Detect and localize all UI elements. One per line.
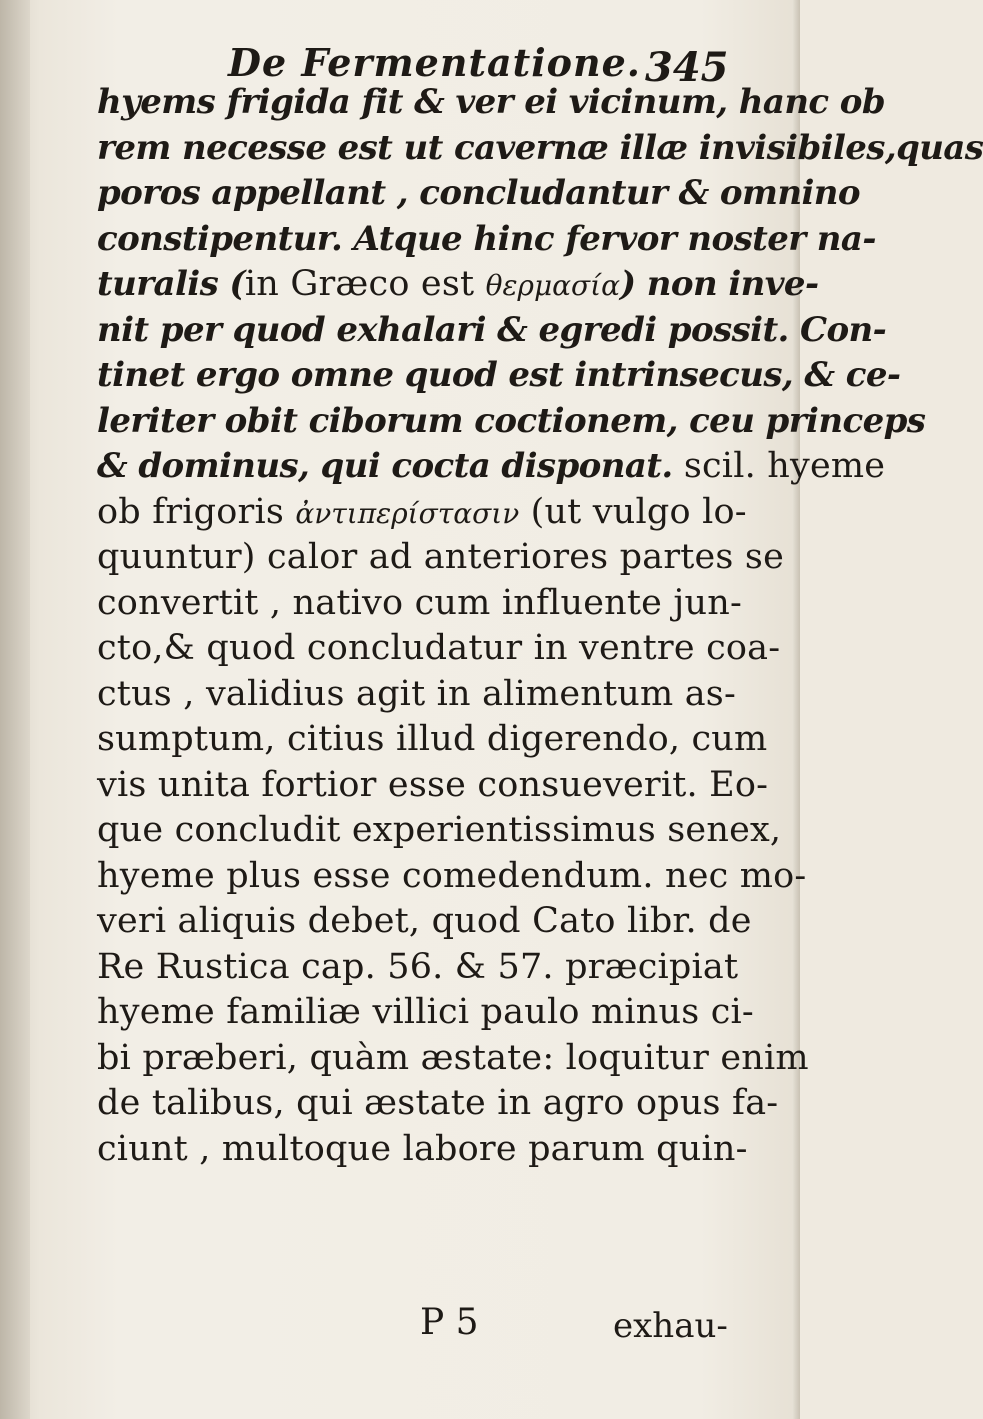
text-line xyxy=(97,1127,787,1173)
text-line xyxy=(97,399,926,445)
text-segment: ctus , validius agit in alimentum as- xyxy=(97,673,736,714)
text-line xyxy=(97,672,787,718)
text-line xyxy=(97,444,886,490)
text-line xyxy=(97,717,787,763)
text-segment: tinet ergo omne quod est intrinsecus, & ce- xyxy=(97,355,901,395)
text-line xyxy=(97,80,886,126)
text-line xyxy=(97,899,787,945)
text-segment: (ut vulgo lo- xyxy=(519,491,747,532)
text-segment: hyems frigida fit & ver ei vicinum, hanc ob xyxy=(97,82,886,122)
text-segment: que concludit experientissimus senex, xyxy=(97,810,782,850)
text-line xyxy=(97,854,807,900)
text-segment: scil. hyeme xyxy=(683,446,886,486)
text-segment: sumptum, citius illud digerendo, cum xyxy=(97,719,768,759)
text-line xyxy=(97,490,787,536)
greek-word: θερμασία xyxy=(485,269,621,302)
text-segment: rem necesse est ut cavernæ illæ invisibiles,quas xyxy=(97,127,983,168)
text-line xyxy=(97,945,787,991)
text-segment: constipentur. Atque hinc fervor noster na- xyxy=(97,218,876,259)
text-segment: Re Rustica cap. 56. & 57. præcipiat xyxy=(97,946,739,987)
text-line xyxy=(97,171,860,217)
binding-gutter xyxy=(0,0,30,1419)
text-line xyxy=(97,535,787,581)
page-number: 345 xyxy=(645,44,729,91)
text-line xyxy=(97,308,887,354)
text-segment: cto,& quod concludatur in ventre coa- xyxy=(97,628,781,668)
text-segment: ciunt , multoque labore parum quin- xyxy=(97,1128,748,1169)
text-segment: & dominus, qui cocta disponat. xyxy=(97,446,684,486)
text-line xyxy=(97,581,787,627)
running-title: De Fermentatione. xyxy=(228,40,642,85)
text-line xyxy=(97,353,901,399)
text-line xyxy=(97,126,983,172)
text-segment: hyeme familiæ villici paulo minus ci- xyxy=(97,992,754,1032)
text-line xyxy=(97,217,876,263)
text-segment: quuntur) calor ad anteriores partes se xyxy=(97,537,784,577)
text-line xyxy=(97,262,819,308)
text-segment: nit per quod exhalari & egredi possit. Con- xyxy=(97,309,887,350)
text-segment: ) non inve- xyxy=(620,264,819,304)
text-segment: ob frigoris xyxy=(97,491,296,532)
signature-mark: P 5 xyxy=(420,1302,479,1343)
text-segment: bi præberi, quàm æstate: loquitur enim xyxy=(97,1037,809,1078)
text-segment: turalis ( xyxy=(97,264,245,304)
text-segment: vis unita fortior esse consueverit. Eo- xyxy=(97,764,769,805)
greek-word: ἀντιπερίστασιν xyxy=(295,496,520,530)
text-line xyxy=(97,626,787,672)
text-line xyxy=(97,763,787,809)
catchword: exhau- xyxy=(613,1306,728,1346)
body-text xyxy=(97,80,983,1172)
text-segment: in Græco est xyxy=(244,264,486,304)
text-line xyxy=(97,1081,787,1127)
text-line xyxy=(97,808,787,854)
text-segment: poros appellant , concludantur & omnino xyxy=(97,173,860,213)
text-segment: hyeme plus esse comedendum. nec mo- xyxy=(97,855,807,896)
text-line xyxy=(97,990,787,1036)
text-segment: convertit , nativo cum influente jun- xyxy=(97,582,742,623)
text-line xyxy=(97,1036,809,1082)
page-footer xyxy=(0,1302,800,1352)
text-segment: leriter obit ciborum coctionem, ceu princeps xyxy=(97,400,926,441)
text-segment: de talibus, qui æstate in agro opus fa- xyxy=(97,1083,779,1123)
text-segment: veri aliquis debet, quod Cato libr. de xyxy=(97,901,752,941)
